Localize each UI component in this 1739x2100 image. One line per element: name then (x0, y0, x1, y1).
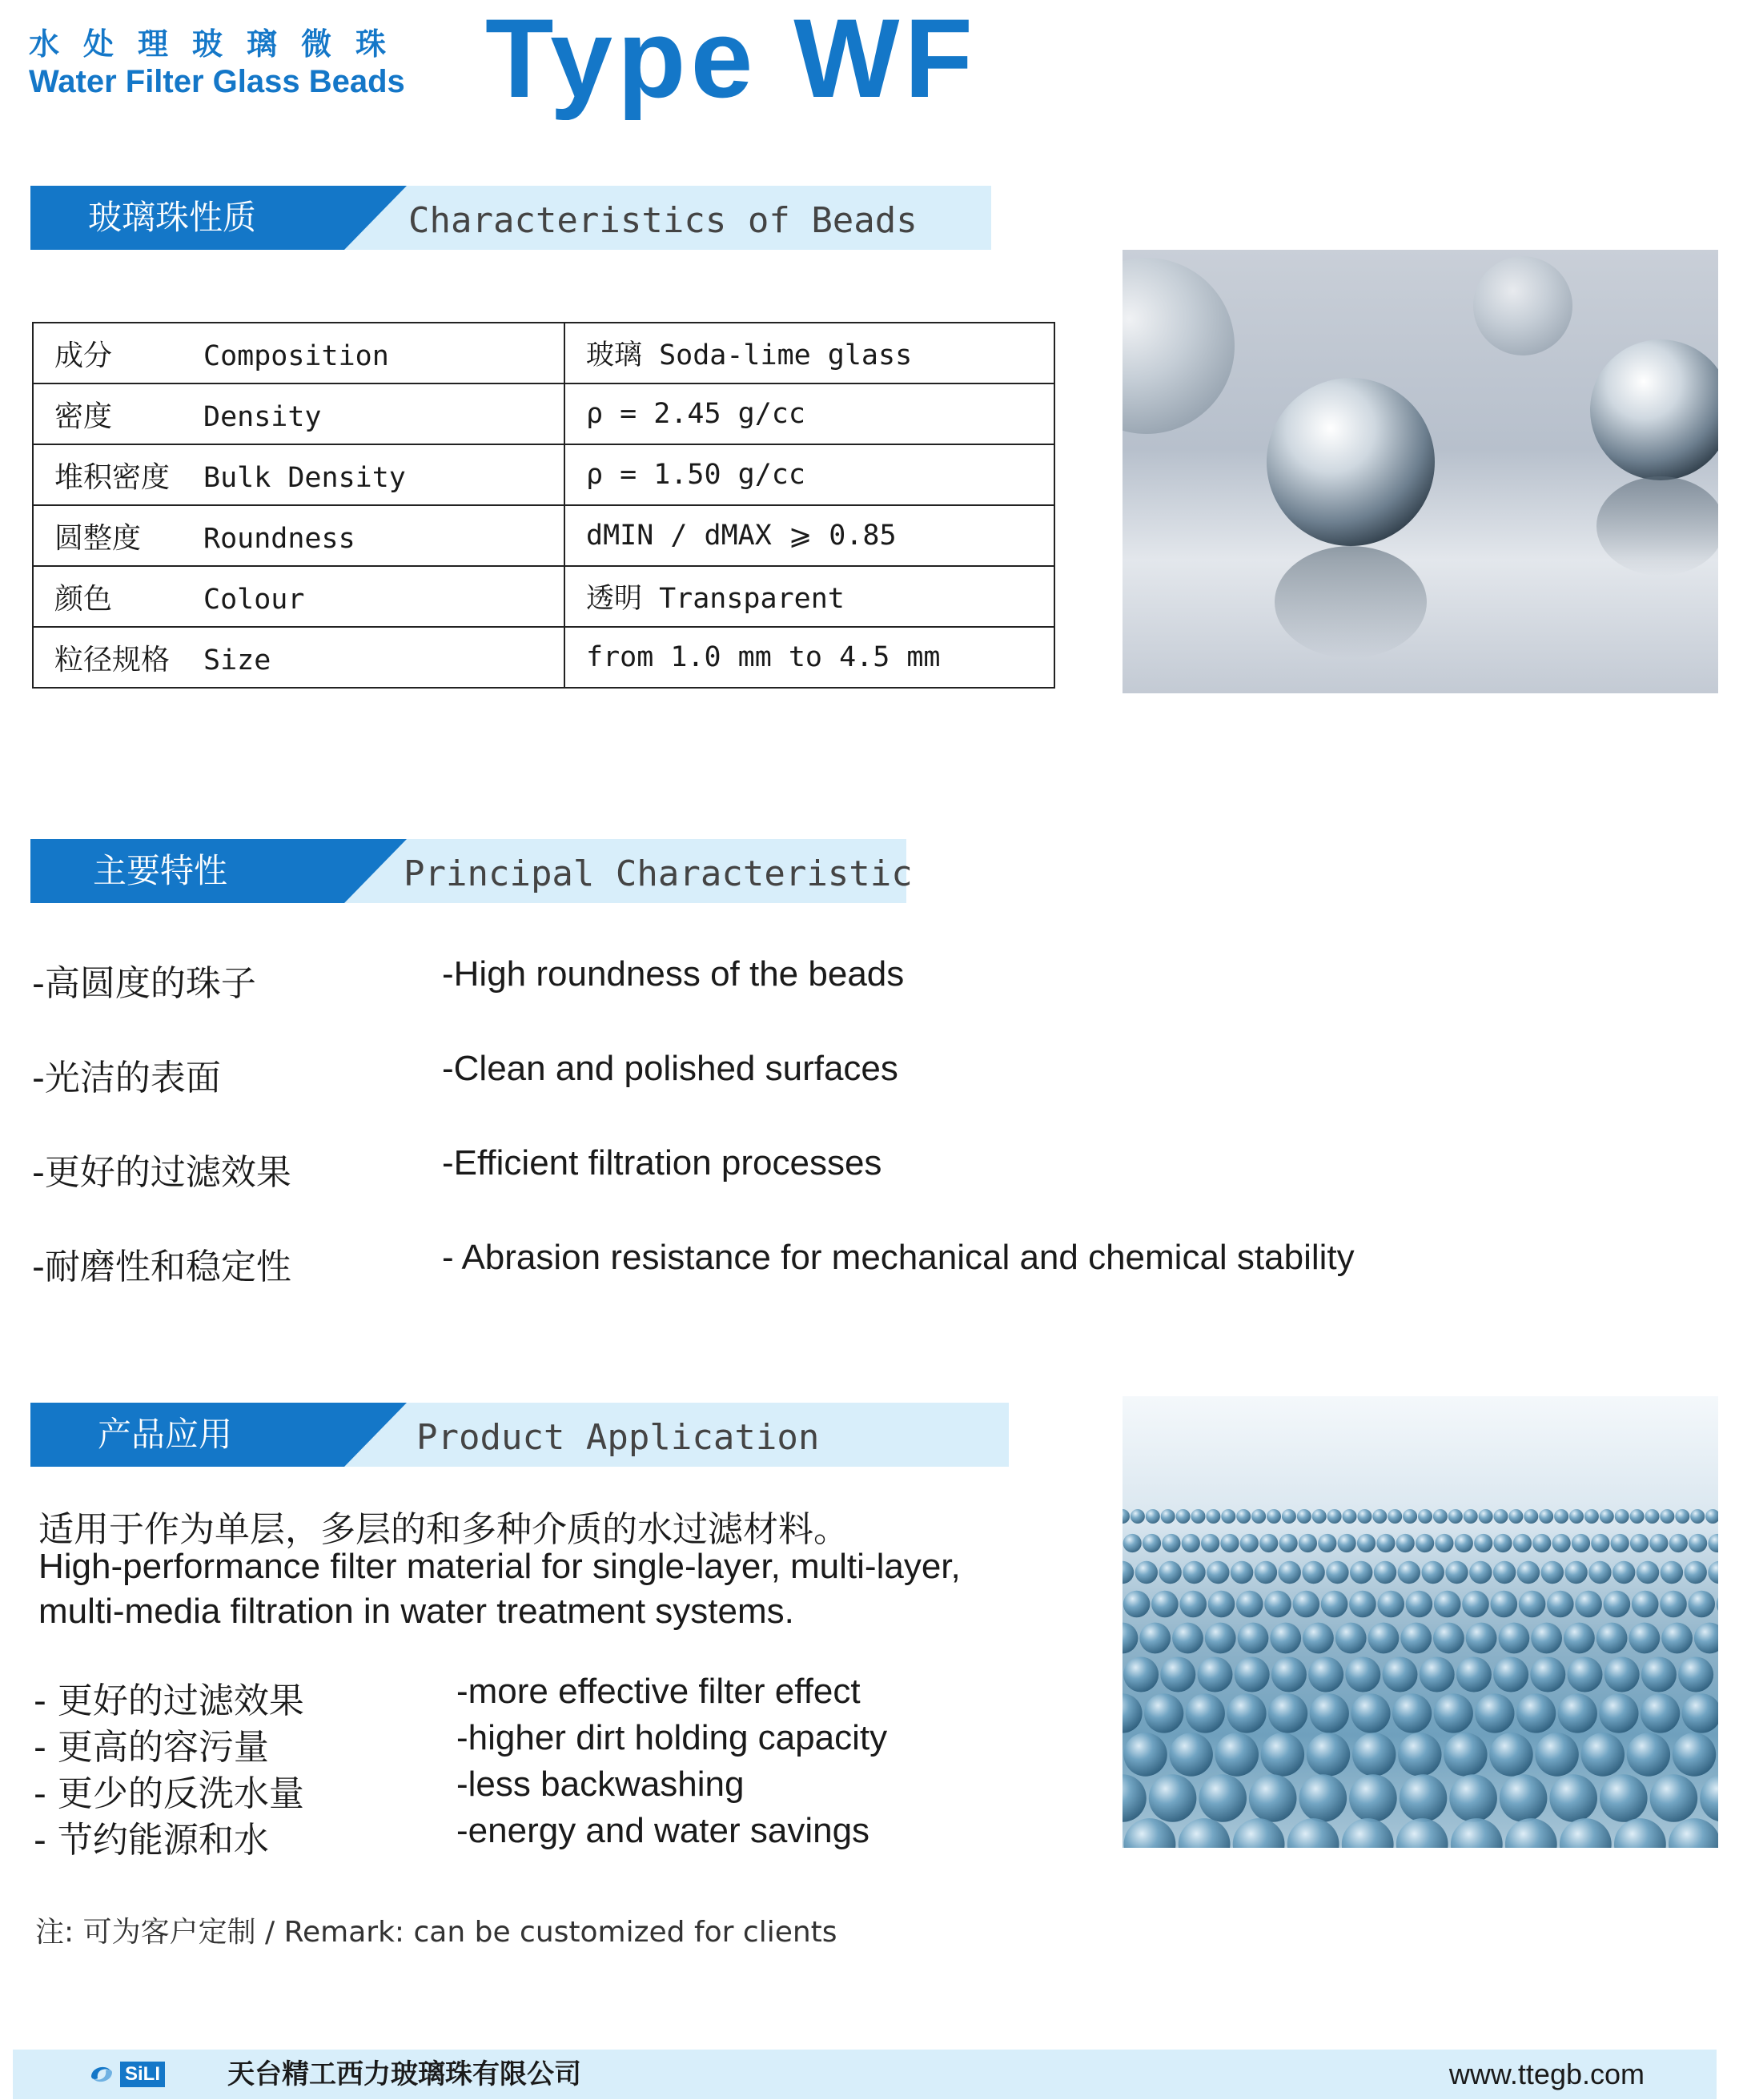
water-bead (1352, 1733, 1396, 1776)
water-bead (1491, 1591, 1518, 1618)
water-bead (1338, 1534, 1356, 1552)
water-bead (1131, 1509, 1145, 1524)
water-bead (1349, 1774, 1397, 1822)
water-bead (1279, 1534, 1298, 1552)
water-bead (1123, 1561, 1134, 1584)
water-bead (1342, 1818, 1394, 1848)
property-name-cell (33, 505, 564, 566)
water-bead (1688, 1591, 1715, 1618)
water-bead (1433, 1509, 1448, 1524)
water-bead (1349, 1591, 1376, 1618)
water-bead (1422, 1561, 1444, 1584)
water-bead (1123, 1509, 1130, 1524)
water-bead (1682, 1693, 1718, 1733)
water-bead (1493, 1561, 1516, 1584)
water-bead (1630, 1509, 1645, 1524)
water-bead (1641, 1657, 1677, 1692)
water-bead (1637, 1561, 1659, 1584)
water-bead (1581, 1733, 1625, 1776)
water-bead (1584, 1509, 1599, 1524)
water-bead (1403, 1509, 1417, 1524)
beads-in-water-image (1123, 1396, 1718, 1848)
water-bead (1433, 1623, 1464, 1654)
property-name-en: Bulk Density (203, 461, 406, 494)
water-bead (1669, 1534, 1688, 1552)
property-name-en: Density (203, 400, 322, 433)
water-bead (1435, 1534, 1453, 1552)
water-bead (1396, 1818, 1448, 1848)
water-bead (1600, 1509, 1614, 1524)
water-bead (1123, 1534, 1142, 1552)
remark-note: 注: 可为客户定制 / Remark: can be customized for clients (35, 1916, 837, 1949)
water-bead (1694, 1623, 1718, 1654)
water-bead (1236, 1591, 1263, 1618)
water-bead (1517, 1561, 1540, 1584)
water-bead (1466, 1623, 1497, 1654)
water-bead (1123, 1591, 1151, 1618)
water-bead (1144, 1693, 1183, 1733)
water-bead (1531, 1623, 1562, 1654)
water-bead (1449, 1774, 1497, 1822)
benefit-cn: - 节约能源和水 (34, 1820, 269, 1861)
water-bead (1475, 1693, 1514, 1733)
property-value-cell (564, 444, 1054, 505)
beads-in-water-photo (1123, 1396, 1718, 1848)
water-bead (1596, 1623, 1628, 1654)
property-name-cn: 圆整度 (54, 521, 142, 555)
company-logo (88, 2058, 165, 2091)
water-bead (1464, 1509, 1478, 1524)
section-title-cn: 主要特性 (93, 851, 228, 890)
property-row (33, 444, 1054, 505)
water-bead (1451, 1818, 1503, 1848)
water-bead (1705, 1509, 1718, 1524)
property-name-cn: 成分 (54, 339, 113, 372)
feature-cn: -高圆度的珠子 (32, 963, 256, 1004)
water-bead (1307, 1733, 1350, 1776)
water-bead (1641, 1693, 1680, 1733)
water-bead (1261, 1733, 1304, 1776)
water-bead (1271, 1657, 1307, 1692)
section-title-en: Product Application (416, 1417, 820, 1458)
water-bead (1170, 1733, 1213, 1776)
water-bead (1160, 1657, 1195, 1692)
glass-beads-image (1123, 250, 1718, 693)
water-bead (1554, 1509, 1568, 1524)
water-bead (1455, 1534, 1473, 1552)
water-bead (1474, 1534, 1492, 1552)
feature-en: - Abrasion resistance for mechanical and chemical stability (442, 1238, 1355, 1277)
property-name-en: Colour (203, 583, 305, 616)
water-bead (1708, 1534, 1718, 1552)
water-bead (1287, 1818, 1339, 1848)
water-bead (1568, 1657, 1603, 1692)
water-bead (1357, 1534, 1376, 1552)
section-title-en: Principal Characteristic (404, 853, 913, 894)
water-bead (1599, 1693, 1638, 1733)
water-bead (1500, 1774, 1548, 1822)
water-bead (1524, 1509, 1538, 1524)
application-text-cn: 适用于作为单层，多层的和多种介质的水过滤材料。 (38, 1509, 849, 1550)
water-bead (1392, 1693, 1432, 1733)
water-bead (1199, 1774, 1247, 1822)
water-bead (1162, 1534, 1180, 1552)
water-bead (1326, 1561, 1348, 1584)
water-bead (1469, 1561, 1492, 1584)
property-value: 透明 Transparent (586, 583, 845, 615)
water-bead (1508, 1509, 1523, 1524)
feature-en: -High roundness of the beads (442, 954, 905, 994)
property-value: 玻璃 Soda-lime glass (586, 339, 913, 371)
water-bead (1591, 1534, 1609, 1552)
water-bead (1513, 1534, 1532, 1552)
water-bead (1400, 1774, 1448, 1822)
water-bead (1569, 1509, 1584, 1524)
property-value-cell (564, 566, 1054, 627)
water-bead (1198, 1657, 1233, 1692)
water-bead (1312, 1509, 1327, 1524)
section-title-cn: 玻璃珠性质 (88, 198, 257, 237)
water-bead (1516, 1693, 1556, 1733)
water-bead (1374, 1561, 1396, 1584)
property-value: ρ = 2.45 g/cc (586, 398, 805, 430)
water-bead (1717, 1591, 1718, 1618)
water-bead (1123, 1733, 1167, 1776)
water-bead (1343, 1509, 1357, 1524)
water-bead (1493, 1534, 1512, 1552)
property-name-cell (33, 627, 564, 688)
water-bead (1700, 1774, 1718, 1822)
water-bead (1321, 1591, 1348, 1618)
logo-text: SiLI (120, 2062, 165, 2087)
water-bead (1350, 1561, 1372, 1584)
water-bead (1675, 1509, 1689, 1524)
benefit-en: -energy and water savings (456, 1811, 870, 1850)
feature-en: -Clean and polished surfaces (442, 1049, 898, 1088)
water-bead (1264, 1591, 1291, 1618)
water-bead (1535, 1733, 1578, 1776)
property-value: from 1.0 mm to 4.5 mm (586, 641, 941, 673)
water-bead (1629, 1623, 1660, 1654)
water-bead (1479, 1509, 1493, 1524)
water-bead (1357, 1509, 1372, 1524)
water-bead (1444, 1733, 1487, 1776)
water-bead (1251, 1509, 1266, 1524)
water-bead (1499, 1623, 1530, 1654)
water-bead (1564, 1561, 1587, 1584)
water-bead (1123, 1693, 1143, 1733)
application-text-en-1: High-performance filter material for single-layer, multi-layer, (38, 1547, 961, 1586)
water-bead (1575, 1591, 1602, 1618)
water-bead (1611, 1534, 1629, 1552)
benefit-en: -more effective filter effect (456, 1672, 861, 1711)
water-bead (1552, 1534, 1571, 1552)
property-row (33, 566, 1054, 627)
water-bead (1146, 1509, 1160, 1524)
water-bead (1547, 1591, 1574, 1618)
water-bead (1207, 1561, 1229, 1584)
property-value-cell (564, 627, 1054, 688)
water-bead (1270, 1623, 1301, 1654)
water-bead (1299, 1534, 1317, 1552)
water-bead (1669, 1818, 1718, 1848)
water-bead (1612, 1561, 1635, 1584)
water-bead (1206, 1509, 1220, 1524)
water-bead (1267, 1509, 1281, 1524)
water-bead (1539, 1509, 1553, 1524)
water-bead (1420, 1657, 1455, 1692)
water-bead (1489, 1733, 1532, 1776)
water-bead (1434, 1693, 1473, 1733)
water-bead (1660, 1591, 1687, 1618)
water-bead (1176, 1509, 1191, 1524)
water-bead (1673, 1733, 1716, 1776)
water-bead (1456, 1657, 1492, 1692)
property-name-en: Size (203, 644, 271, 677)
water-bead (1604, 1657, 1640, 1692)
water-bead (1279, 1561, 1301, 1584)
water-bead (1335, 1623, 1367, 1654)
water-bead (1123, 1774, 1147, 1822)
water-bead (1530, 1657, 1565, 1692)
property-name-cell (33, 383, 564, 444)
water-bead (1564, 1623, 1595, 1654)
water-bead (1221, 1509, 1235, 1524)
water-bead (1372, 1509, 1387, 1524)
water-bead (1445, 1561, 1468, 1584)
water-bead (1396, 1534, 1415, 1552)
water-bead (1215, 1733, 1259, 1776)
property-name-cell (33, 566, 564, 627)
water-bead (1549, 1774, 1597, 1822)
water-bead (1255, 1561, 1277, 1584)
water-bead (1249, 1774, 1297, 1822)
water-bead (1310, 1693, 1349, 1733)
water-bead (1560, 1818, 1612, 1848)
water-bead (1124, 1818, 1176, 1848)
water-bead (1299, 1774, 1347, 1822)
water-bead (1183, 1561, 1205, 1584)
benefit-en: -less backwashing (456, 1765, 745, 1804)
property-value-cell (564, 323, 1054, 383)
water-bead (1201, 1534, 1219, 1552)
glass-beads-photo (1123, 250, 1718, 693)
water-bead (1240, 1534, 1259, 1552)
properties-table (32, 322, 1055, 689)
water-bead (1297, 1509, 1311, 1524)
water-bead (1541, 1561, 1564, 1584)
property-name-en: Roundness (203, 522, 355, 555)
benefit-en: -higher dirt holding capacity (456, 1718, 888, 1757)
water-bead (1600, 1774, 1648, 1822)
water-bead (1159, 1561, 1181, 1584)
water-bead (1135, 1561, 1158, 1584)
water-bead (1690, 1509, 1705, 1524)
property-name-cell (33, 444, 564, 505)
water-bead (1172, 1623, 1203, 1654)
water-bead (1650, 1774, 1698, 1822)
benefit-cn: - 更高的容污量 (34, 1727, 269, 1768)
water-bead (1398, 1561, 1420, 1584)
water-bead (1149, 1774, 1197, 1822)
water-bead (1685, 1561, 1707, 1584)
water-bead (1588, 1561, 1611, 1584)
water-bead (1614, 1818, 1666, 1848)
property-row (33, 383, 1054, 444)
benefit-cn: - 更好的过滤效果 (34, 1680, 304, 1721)
water-bead (1660, 1509, 1674, 1524)
water-bead (1327, 1509, 1342, 1524)
application-text-en-2: multi-media filtration in water treatment systems. (38, 1592, 794, 1631)
water-bead (1505, 1818, 1557, 1848)
benefit-cn: - 更少的反洗水量 (34, 1773, 304, 1814)
feature-cn: -耐磨性和稳定性 (32, 1247, 291, 1287)
water-bead (1398, 1733, 1441, 1776)
water-bead (1235, 1657, 1270, 1692)
water-bead (1383, 1657, 1418, 1692)
water-bead (1259, 1534, 1278, 1552)
feature-en: -Efficient filtration processes (442, 1143, 882, 1183)
feature-cn: -光洁的表面 (32, 1058, 221, 1098)
product-type-title: Type WF (485, 0, 978, 121)
water-bead (1182, 1534, 1200, 1552)
water-bead (1231, 1561, 1253, 1584)
section-title-cn: 产品应用 (98, 1415, 233, 1454)
water-bead (1661, 1623, 1693, 1654)
property-row (33, 505, 1054, 566)
water-bead (1220, 1534, 1239, 1552)
water-bead (1233, 1818, 1285, 1848)
water-bead (1191, 1509, 1206, 1524)
property-row (33, 323, 1054, 383)
water-bead (1416, 1534, 1434, 1552)
water-bead (1406, 1591, 1433, 1618)
water-bead (1377, 1591, 1404, 1618)
water-bead (1302, 1561, 1324, 1584)
water-bead (1227, 1693, 1266, 1733)
water-bead (1179, 1818, 1231, 1848)
section-banner-principal (30, 839, 913, 903)
water-bead (1604, 1591, 1631, 1618)
water-bead (1376, 1534, 1395, 1552)
water-bead (1418, 1509, 1432, 1524)
water-bead (1179, 1591, 1207, 1618)
water-bead (1494, 1509, 1508, 1524)
water-bead (1532, 1534, 1551, 1552)
property-name-cn: 密度 (54, 400, 113, 433)
water-bead (1368, 1623, 1400, 1654)
product-title-cn: 水处理玻璃微珠 (29, 26, 411, 62)
water-bead (1388, 1509, 1402, 1524)
water-bead (1123, 1623, 1138, 1654)
water-bead (1282, 1509, 1296, 1524)
water-bead (1434, 1591, 1461, 1618)
water-bead (1123, 1657, 1159, 1692)
water-bead (1205, 1623, 1236, 1654)
water-bead (1161, 1509, 1175, 1524)
water-bead (1678, 1657, 1713, 1692)
water-bead (1632, 1591, 1659, 1618)
property-name-cn: 粒径规格 (54, 643, 171, 677)
property-value-cell (564, 383, 1054, 444)
property-value-cell (564, 505, 1054, 566)
water-bead (1318, 1534, 1336, 1552)
property-name-cn: 堆积密度 (54, 460, 171, 494)
water-bead (1615, 1509, 1629, 1524)
section-title-en: Characteristics of Beads (408, 200, 918, 241)
water-bead (1661, 1561, 1683, 1584)
water-bead (1649, 1534, 1668, 1552)
water-bead (1268, 1693, 1307, 1733)
water-bead (1627, 1733, 1670, 1776)
section-banner-application (30, 1403, 1009, 1467)
water-bead (1293, 1591, 1320, 1618)
water-bead (1462, 1591, 1489, 1618)
feature-cn: -更好的过滤效果 (32, 1152, 291, 1193)
property-value: dMIN / dMAX ⩾ 0.85 (586, 520, 897, 552)
product-title-en: Water Filter Glass Beads (29, 64, 405, 99)
water-bead (1351, 1693, 1390, 1733)
property-name-cn: 颜色 (54, 582, 113, 616)
water-bead (1186, 1693, 1225, 1733)
water-bead (1708, 1561, 1718, 1584)
property-row (33, 627, 1054, 688)
water-bead (1303, 1623, 1334, 1654)
water-bead (1151, 1591, 1179, 1618)
footer-bar (13, 2050, 1717, 2099)
water-bead (1308, 1657, 1343, 1692)
water-bead (1519, 1591, 1546, 1618)
water-bead (1645, 1509, 1660, 1524)
website-url[interactable]: www.ttegb.com (1448, 2058, 1645, 2090)
water-bead (1558, 1693, 1597, 1733)
property-value: ρ = 1.50 g/cc (586, 459, 805, 491)
water-bead (1345, 1657, 1380, 1692)
water-bead (1139, 1623, 1171, 1654)
water-bead (1572, 1534, 1590, 1552)
water-bead (1400, 1623, 1432, 1654)
water-bead (1143, 1534, 1161, 1552)
water-bead (1208, 1591, 1235, 1618)
water-bead (1236, 1509, 1251, 1524)
water-bead (1689, 1534, 1707, 1552)
property-name-cell (33, 323, 564, 383)
section-banner-characteristics (30, 186, 991, 250)
water-bead (1448, 1509, 1463, 1524)
water-bead (1630, 1534, 1649, 1552)
property-name-en: Composition (203, 339, 389, 372)
water-bead (1238, 1623, 1269, 1654)
swirl-logo-icon (88, 2061, 115, 2088)
water-bead (1493, 1657, 1528, 1692)
company-name: 天台精工西力玻璃珠有限公司 (227, 2058, 581, 2090)
